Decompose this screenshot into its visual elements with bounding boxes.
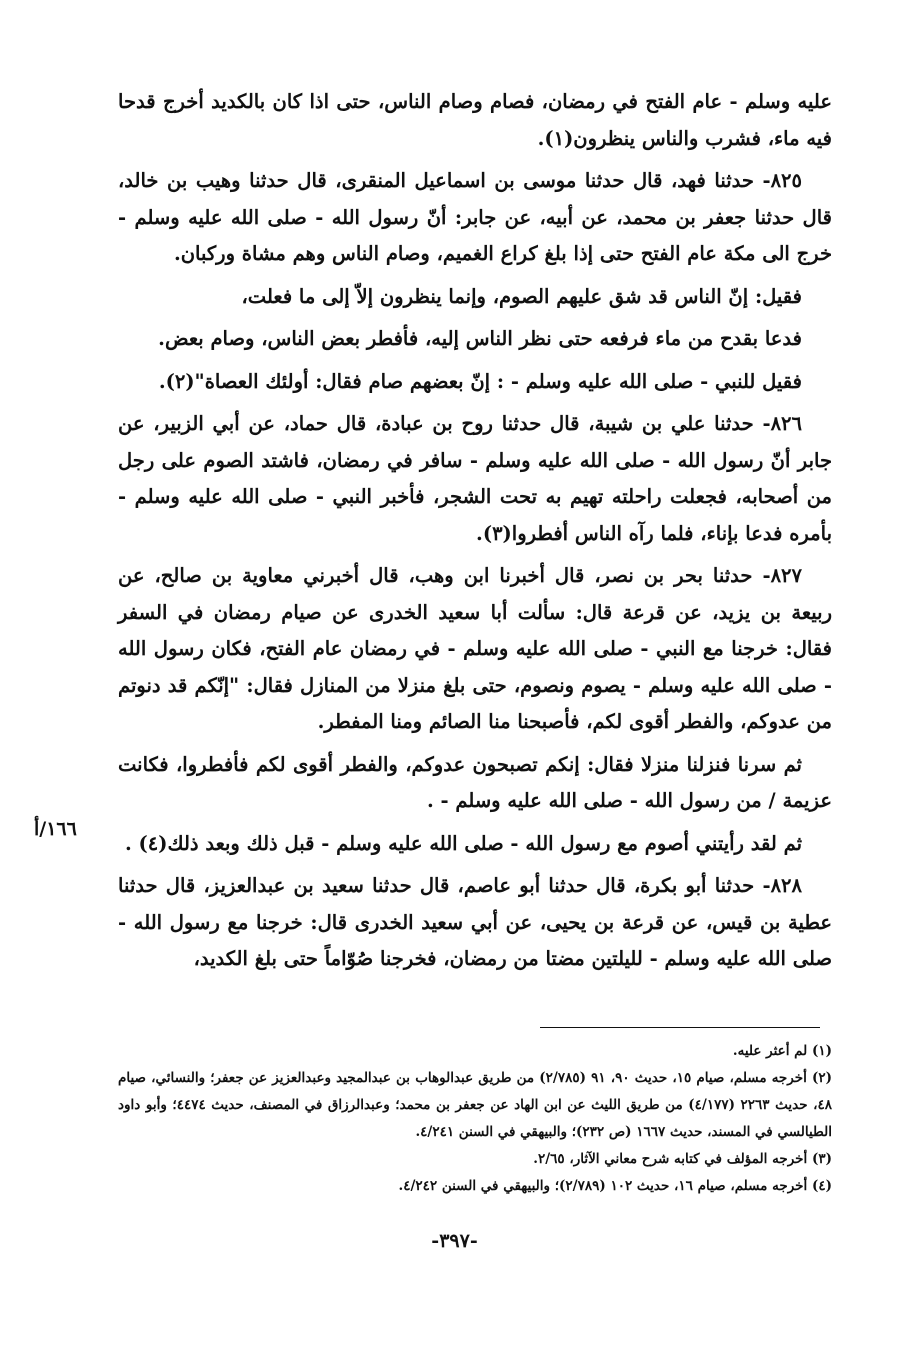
page-number: -٣٩٧- [431, 1230, 478, 1252]
footnotes [118, 1038, 832, 1200]
footnote-3: (٣) أخرجه المؤلف في كتابه شرح معاني الآثار، ٢/٦٥. [533, 1151, 832, 1167]
paragraph: فدعا بقدح من ماء فرفعه حتى نظر الناس إليه، فأفطر بعض الناس، وصام بعض. [158, 327, 802, 350]
footnote-2: (٢) أخرجه مسلم، صيام ١٥، حديث ٩٠، ٩١ (٢/٧٨٥) من طريق عبدالوهاب بن عبدالمجيد وعبدالعزيز عن جعفر؛ والنسائي، صيام ٤٨، حديث ٢٢٦٣ (٤/١٧٧) من طريق الليث عن ابن الهاد عن جعفر بن محمد؛ وعبدالرزاق في المصنف، حديث ٤٤٧٤؛ وأبو داود الطيالسي في المسند، حديث ١٦٦٧ (ص ٢٣٢)؛ والبيهقي في السنن ٤/٢٤١. [118, 1070, 832, 1140]
footnote-divider [540, 1027, 820, 1028]
hadith-825: ٨٢٥- حدثنا فهد، قال حدثنا موسى بن اسماعيل المنقرى، قال حدثنا وهيب بن خالد، قال حدثنا جعفر بن محمد، عن أبيه، عن جابر: أنّ رسول الله - صلى الله عليه وسلم - خرج الى مكة عام الفتح حتى إذا بلغ كراع الغميم، وصام الناس وهم مشاة وركبان. [118, 169, 832, 265]
main-text [118, 84, 832, 984]
paragraph: فقيل: إنّ الناس قد شق عليهم الصوم، وإنما ينظرون إلاّ إلى ما فعلت، [241, 284, 802, 308]
hadith-828: ٨٢٨- حدثنا أبو بكرة، قال حدثنا أبو عاصم، قال حدثنا سعيد بن عبدالعزيز، قال حدثنا عطية بن قيس، عن قرعة بن يحيى، عن أبي سعيد الخدرى قال: خرجنا مع رسول الله - صلى الله عليه وسلم - لليلتين مضتا من رمضان، فخرجنا صُوّاماً حتى بلغ الكديد، [118, 874, 832, 970]
paragraph: ثم لقد رأيتني أصوم مع رسول الله - صلى الله عليه وسلم - قبل ذلك وبعد ذلك(٤) . [124, 831, 802, 855]
paragraph: ثم سرنا فنزلنا منزلا فقال: إنكم تصبحون عدوكم، والفطر أقوى لكم فأفطروا، فكانت عزيمة / من رسول الله - صلى الله عليه وسلم - . [118, 752, 832, 812]
footnote-1: (١) لم أعثر عليه. [732, 1043, 832, 1059]
hadith-826: ٨٢٦- حدثنا علي بن شيبة، قال حدثنا روح بن عبادة، قال حماد، عن أبي الزبير، عن جابر أنّ رسول الله - صلى الله عليه وسلم - سافر في رمضان، فاشتد الصوم على رجل من أصحابه، فجعلت راحلته تهيم به تحت الشجر، فأخبر النبي - صلى الله عليه وسلم - بأمره فدعا بإناء، فلما رآه الناس أفطروا(٣). [118, 412, 832, 545]
manuscript-folio-note: ١٦٦/أ [34, 818, 77, 840]
paragraph: عليه وسلم - عام الفتح في رمضان، فصام وصام الناس، حتى اذا كان بالكديد أخرج قدحا فيه ماء، فشرب والناس ينظرون(١). [118, 90, 832, 150]
footnote-4: (٤) أخرجه مسلم، صيام ١٦، حديث ١٠٢ (٢/٧٨٩)؛ والبيهقي في السنن ٤/٢٤٢. [398, 1178, 832, 1194]
hadith-827: ٨٢٧- حدثنا بحر بن نصر، قال أخبرنا ابن وهب، قال أخبرني معاوية بن صالح، عن ربيعة بن يزيد، عن قرعة قال: سألت أبا سعيد الخدرى عن صيام رمضان في السفر فقال: خرجنا مع النبي - صلى الله عليه وسلم - في رمضان عام الفتح، فكان رسول الله - صلى الله عليه وسلم - يصوم ونصوم، حتى بلغ منزلا من المنازل فقال: "إنّكم قد دنوتم من عدوكم، والفطر أقوى لكم، فأصبحنا منا الصائم ومنا المفطر. [118, 564, 832, 733]
paragraph: فقيل للنبي - صلى الله عليه وسلم - : إنّ بعضهم صام فقال: أولئك العصاة"(٢). [158, 369, 802, 393]
